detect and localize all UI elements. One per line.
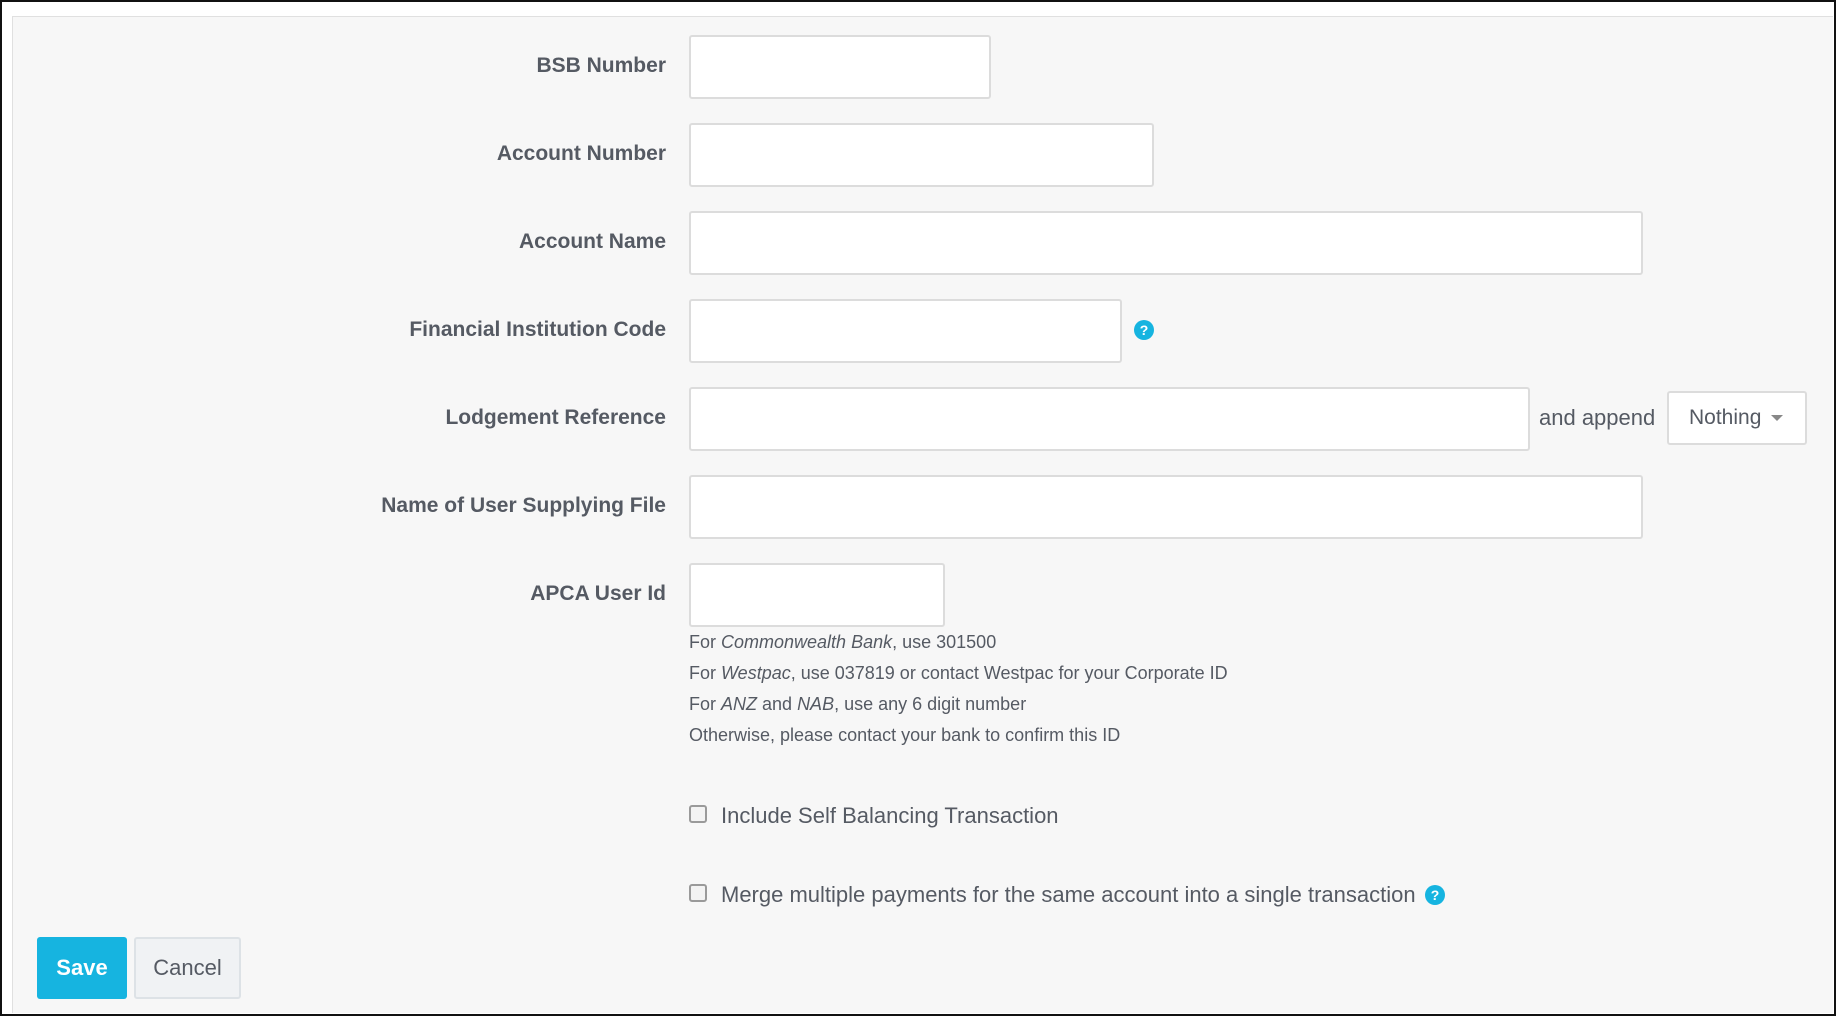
append-dropdown-value: Nothing bbox=[1689, 406, 1762, 429]
self-balancing-checkbox[interactable] bbox=[689, 805, 707, 823]
account-name-label: Account Name bbox=[518, 230, 666, 253]
cancel-button[interactable]: Cancel bbox=[134, 937, 241, 999]
append-text: and append bbox=[1539, 405, 1656, 430]
merge-payments-label[interactable]: Merge multiple payments for the same account into a single transaction bbox=[721, 882, 1416, 907]
bsb-label: BSB Number bbox=[536, 54, 666, 77]
question-circle-icon[interactable]: ? bbox=[1134, 320, 1154, 340]
account-number-input[interactable] bbox=[689, 123, 1154, 187]
bsb-input[interactable] bbox=[689, 35, 991, 99]
account-number-label: Account Number bbox=[496, 142, 666, 165]
merge-payments-checkbox[interactable] bbox=[689, 884, 707, 902]
save-button[interactable]: Save bbox=[37, 937, 127, 999]
fi-code-input[interactable] bbox=[689, 299, 1122, 363]
lodgement-reference-input[interactable] bbox=[689, 387, 1530, 451]
self-balancing-label[interactable]: Include Self Balancing Transaction bbox=[721, 803, 1059, 828]
apca-hint-line-3: For ANZ and NAB, use any 6 digit number bbox=[689, 694, 1027, 714]
apca-hint-line-2: For Westpac, use 037819 or contact Westpac for your Corporate ID bbox=[689, 663, 1228, 683]
caret-down-icon bbox=[1771, 415, 1783, 421]
append-dropdown[interactable] bbox=[1667, 391, 1807, 445]
user-name-input[interactable] bbox=[689, 475, 1643, 539]
fi-code-label: Financial Institution Code bbox=[409, 318, 666, 341]
apca-hint-line-1: For Commonwealth Bank, use 301500 bbox=[689, 632, 997, 652]
account-name-input[interactable] bbox=[689, 211, 1643, 275]
user-name-label: Name of User Supplying File bbox=[381, 494, 666, 517]
apca-input[interactable] bbox=[689, 563, 945, 627]
apca-hint-line-4: Otherwise, please contact your bank to confirm this ID bbox=[689, 725, 1121, 745]
apca-label: APCA User Id bbox=[530, 582, 666, 605]
lodgement-reference-label: Lodgement Reference bbox=[445, 406, 666, 429]
question-circle-icon[interactable]: ? bbox=[1425, 885, 1445, 905]
